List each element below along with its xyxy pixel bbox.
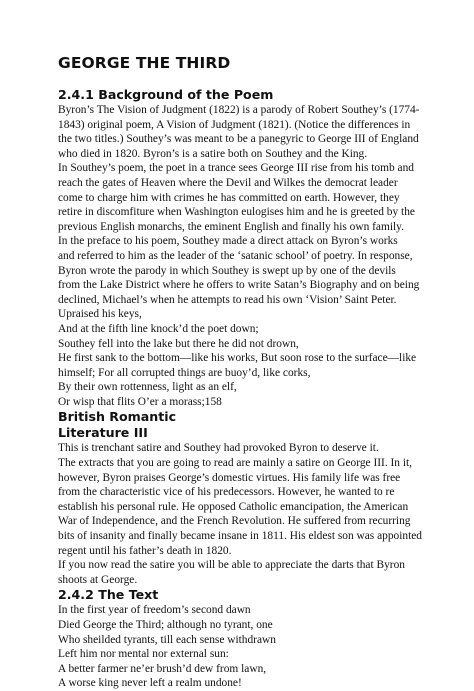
text-line: however, Byron praises George’s domestic virtues. His family life was free [58,471,401,484]
text-line: If you now read the satire you will be able to appreciate the darts that Byron [58,559,405,572]
text-line: War of Independence, and the French Revolution. He suffered from recurring [58,515,411,528]
document-page [58,54,423,691]
text-line: from the characteristic vice of his predecessors. However, he wanted to re [58,486,395,499]
text-line: Died George the Third; although no tyrant, one [58,619,273,631]
text-line: In the preface to his poem, Southey made a direct attack on Byron’s works [58,235,398,248]
text-line: shoots at George. [58,573,138,586]
text-line: 1843) original poem, A Vision of Judgment (1821). (Notice the differences in [58,118,411,131]
text-line: come to charge him with crimes he has committed on earth. However, they [58,191,400,204]
text-line: In the first year of freedom’s second dawn [58,604,251,617]
running-head-line-2: Literature III [58,425,148,441]
text-line: regent until his father’s death in 1820. [58,544,232,557]
text-line: Byron’s The Vision of Judgment (1822) is a parody of Robert Southey’s (1774- [58,104,420,116]
section-heading-text: 2.4.2 The Text [58,587,159,603]
text-line: Left him nor mental nor external sun: [58,648,229,661]
text-line: retire in discomfiture when Washington eulogises him and he is greeted by the [58,206,415,219]
text-line: declined, Michael’s when he attempts to read his own ‘Vision’ Saint Peter. [58,293,397,306]
text-line: from the Lake District where he offers to write Satan’s Biography and on being [58,279,420,292]
text-line: And at the fifth line knock’d the poet down; [58,322,259,335]
text-line: He first sank to the bottom—like his works, But soon rose to the surface—like [58,352,417,365]
running-head-line-1: British Romantic [58,409,177,425]
text-line: A worse king never left a realm undone! [58,677,242,690]
section-body-background [58,103,418,409]
text-line: Southey fell into the lake but there he did not drown, [58,337,299,350]
text-line: This is trenchant satire and Southey had provoked Byron to deserve it. [58,442,379,455]
text-line: previous English monarchs, the eminent English and finally his own family. [58,220,404,233]
text-line: himself; For all corrupted things are buoy’d, like corks, [58,366,311,379]
section-heading-background: 2.4.1 Background of the Poem [58,87,274,102]
text-line: By their own rottenness, light as an elf, [58,381,237,394]
text-line: In Southey’s poem, the poet in a trance sees George III rise from his tomb and [58,162,414,175]
text-line: and referred to him as the leader of the ‘satanic school’ of poetry. In response, [58,249,413,262]
text-line: Or wisp that flits O’er a morass;158 [58,395,222,408]
section-body-continued [58,441,423,587]
poem-excerpt [58,603,418,691]
text-line: Who sheilded tyrants, till each sense withdrawn [58,633,276,646]
page-title: GEORGE THE THIRD [58,54,231,72]
text-line: A better farmer ne’er brush’d dew from lawn, [58,662,267,675]
text-line: The extracts that you are going to read are mainly a satire on George III. In it, [58,457,413,470]
text-line: reach the gates of Heaven where the Devil and Wilkes the democrat leader [58,176,398,189]
text-line: Byron wrote the parody in which Southey is swept up by one of the devils [58,264,396,277]
text-line: who died in 1820. Byron’s is a satire both on Southey and the King. [58,147,368,160]
text-line: the two titles.) Southey’s was meant to be a panegyric to George III of England [58,133,419,146]
text-line: bits of insanity and finally became insane in 1811. His eldest son was appointed [58,530,423,543]
text-line: establish his personal rule. He opposed Catholic emancipation, the American [58,500,409,513]
text-line: Upraised his keys, [58,308,142,321]
